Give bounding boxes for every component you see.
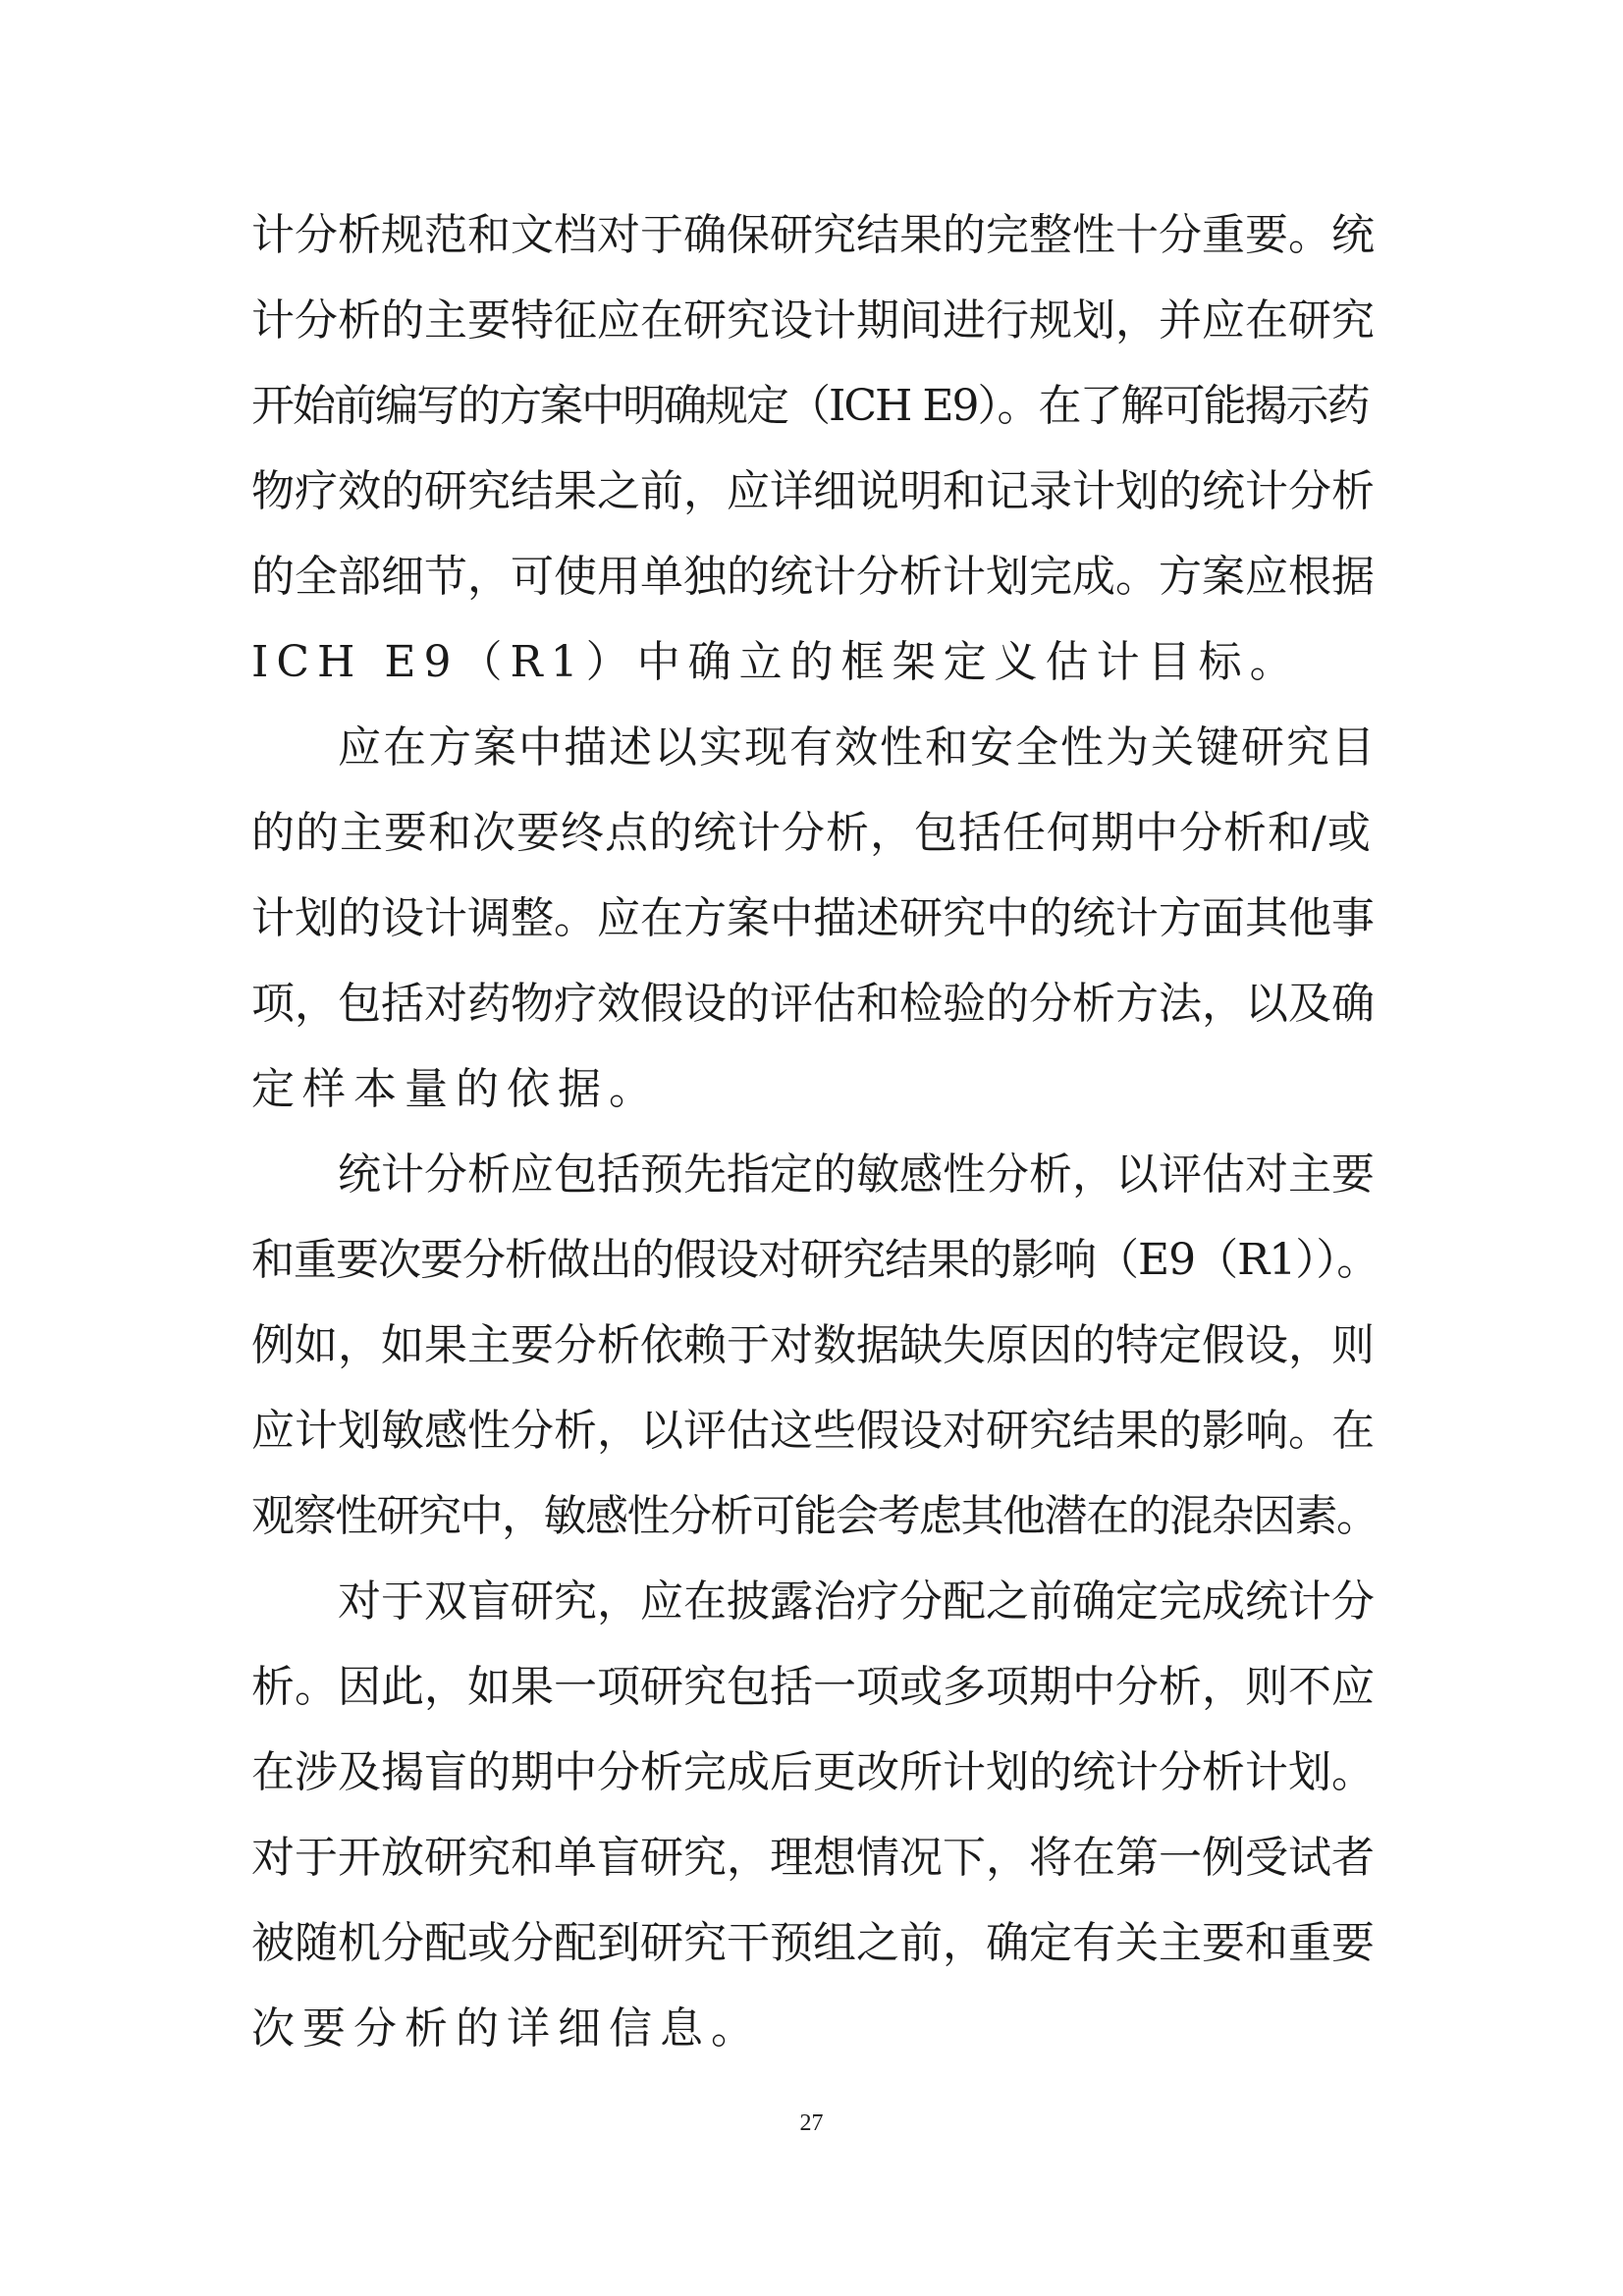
text-line: 的全部细节，可使用单独的统计分析计划完成。方案应根据 (251, 552, 1375, 602)
text-line: 应计划敏感性分析，以评估这些假设对研究结果的影响。在 (251, 1406, 1375, 1456)
text-line: 析。因此，如果一项研究包括一项或多项期中分析，则不应 (251, 1662, 1375, 1712)
text-line: 被随机分配或分配到研究干预组之前，确定有关主要和重要 (251, 1918, 1375, 1968)
body-text (251, 192, 1380, 2071)
text-line: 物疗效的研究结果之前，应详细说明和记录计划的统计分析 (251, 466, 1375, 516)
text-line: 例如，如果主要分析依赖于对数据缺失原因的特定假设，则 (251, 1320, 1375, 1370)
text-line: 计分析的主要特征应在研究设计期间进行规划，并应在研究 (251, 295, 1375, 346)
text-line: 应在方案中描述以实现有效性和安全性为关键研究目 (338, 722, 1377, 773)
text-line: 计划的设计调整。应在方案中描述研究中的统计方面其他事 (251, 893, 1375, 943)
text-line: 对于双盲研究，应在披露治疗分配之前确定完成统计分 (338, 1576, 1375, 1627)
text-line: 项，包括对药物疗效假设的评估和检验的分析方法，以及确 (251, 979, 1375, 1029)
text-line: 定样本量的依据。 (251, 1064, 660, 1114)
page-number: 27 (799, 2110, 824, 2136)
text-line: 计分析规范和文档对于确保研究结果的完整性十分重要。统 (251, 210, 1375, 260)
text-line: 和重要次要分析做出的假设对研究结果的影响（E9（R1））。 (251, 1235, 1380, 1285)
text-line: 对于开放研究和单盲研究，理想情况下，将在第一例受试者 (251, 1833, 1375, 1883)
text-line: 统计分析应包括预先指定的敏感性分析，以评估对主要 (338, 1149, 1375, 1200)
text-line: ICH E9（R1）中确立的框架定义估计目标。 (251, 637, 1301, 687)
text-line: 次要分析的详细信息。 (251, 2003, 762, 2054)
text-line: 的的主要和次要终点的统计分析，包括任何期中分析和/或 (251, 808, 1372, 858)
text-line: 开始前编写的方案中明确规定（ICH E9）。在了解可能揭示药 (251, 381, 1369, 431)
text-line: 观察性研究中，敏感性分析可能会考虑其他潜在的混杂因素。 (251, 1491, 1379, 1541)
text-line: 在涉及揭盲的期中分析完成后更改所计划的统计分析计划。 (251, 1747, 1375, 1797)
